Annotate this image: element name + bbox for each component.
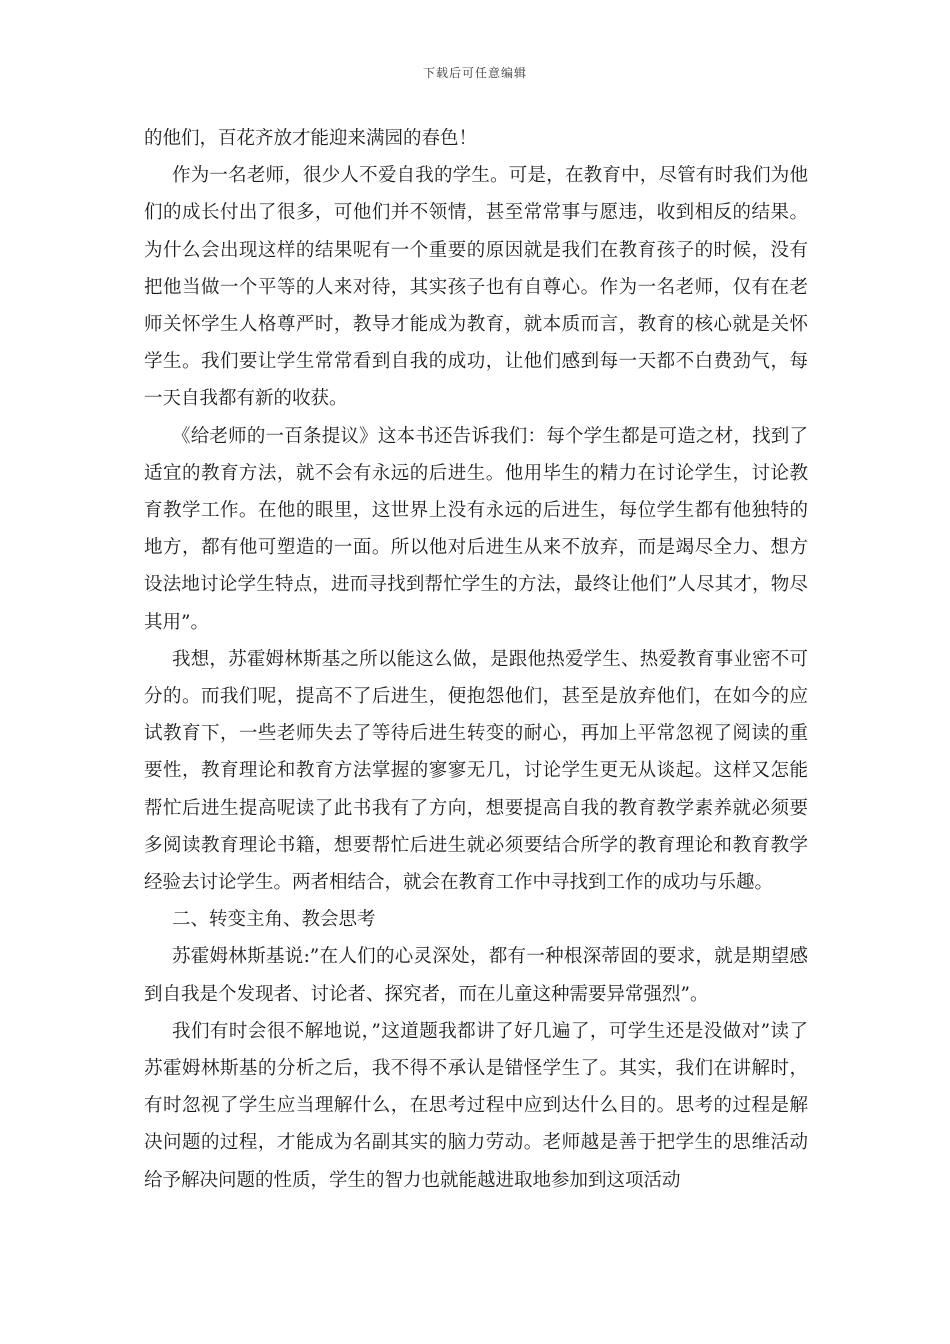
paragraph: 苏霍姆林斯基说:”在人们的心灵深处，都有一种根深蒂固的要求，就是期望感到自我是个发现者、讨论者、探究者，而在儿童这种需要异常强烈”。 — [144, 946, 808, 1005]
section-heading: 二、转变主角、教会思考 — [172, 909, 376, 931]
paragraph: 的他们，百花齐放才能迎来满园的春色！ — [144, 128, 478, 149]
header-note: 下载后可任意编辑 — [422, 66, 527, 80]
paragraph: 我们有时会很不解地说，”这道题我都讲了好几遍了，可学生还是没做对”读了苏霍姆林斯基的分析之后，我不得不承认是错怪学生了。其实，我们在讲解时，有时忽视了学生应当理解什么，在思考过程中应到达什么目的。思考的过程是解决问题的过程，才能成为名副其实的脑力劳动。老师越是善于把学生的思维活动给予解决问题的性质，学生的智力也就能越进取地参加到这项活动 — [144, 1020, 808, 1191]
body-text — [144, 120, 808, 1199]
paragraph: 我想，苏霍姆林斯基之所以能这么做，是跟他热爱学生、热爱教育事业密不可分的。而我们呢，提高不了后进生，便抱怨他们，甚至是放弃他们，在如今的应试教育下，一些老师失去了等待后进生转变的耐心，再加上平常忽视了阅读的重要性，教育理论和教育方法掌握的寥寥无几，讨论学生更无从谈起。这样又怎能帮忙后进生提高呢读了此书我有了方向，想要提高自我的教育教学素养就必须要多阅读教育理论书籍，想要帮忙后进生就必须要结合所学的教育理论和教育教学经验去讨论学生。两者相结合，就会在教育工作中寻找到工作的成功与乐趣。 — [144, 648, 808, 894]
paragraph: 作为一名老师，很少人不爱自我的学生。可是，在教育中，尽管有时我们为他们的成长付出了很多，可他们并不领情，甚至常常事与愿违，收到相反的结果。为什么会出现这样的结果呢有一个重要的原因就是我们在教育孩子的时候，没有把他当做一个平等的人来对待，其实孩子也有自尊心。作为一名老师，仅有在老师关怀学生人格尊严时，教导才能成为教育，就本质而言，教育的核心就是关怀学生。我们要让学生常常看到自我的成功，让他们感到每一天都不白费劲气，每一天自我都有新的收获。 — [144, 165, 808, 410]
paragraph: 《给老师的一百条提议》这本书还告诉我们：每个学生都是可造之材，找到了适宜的教育方法，就不会有永远的后进生。他用毕生的精力在讨论学生，讨论教育教学工作。在他的眼里，这世界上没有永远的后进生，每位学生都有他独特的地方，都有他可塑造的一面。所以他对后进生从来不放弃，而是竭尽全力、想方设法地讨论学生特点，进而寻找到帮忙学生的方法，最终让他们”人尽其才，物尽其用”。 — [144, 425, 808, 633]
